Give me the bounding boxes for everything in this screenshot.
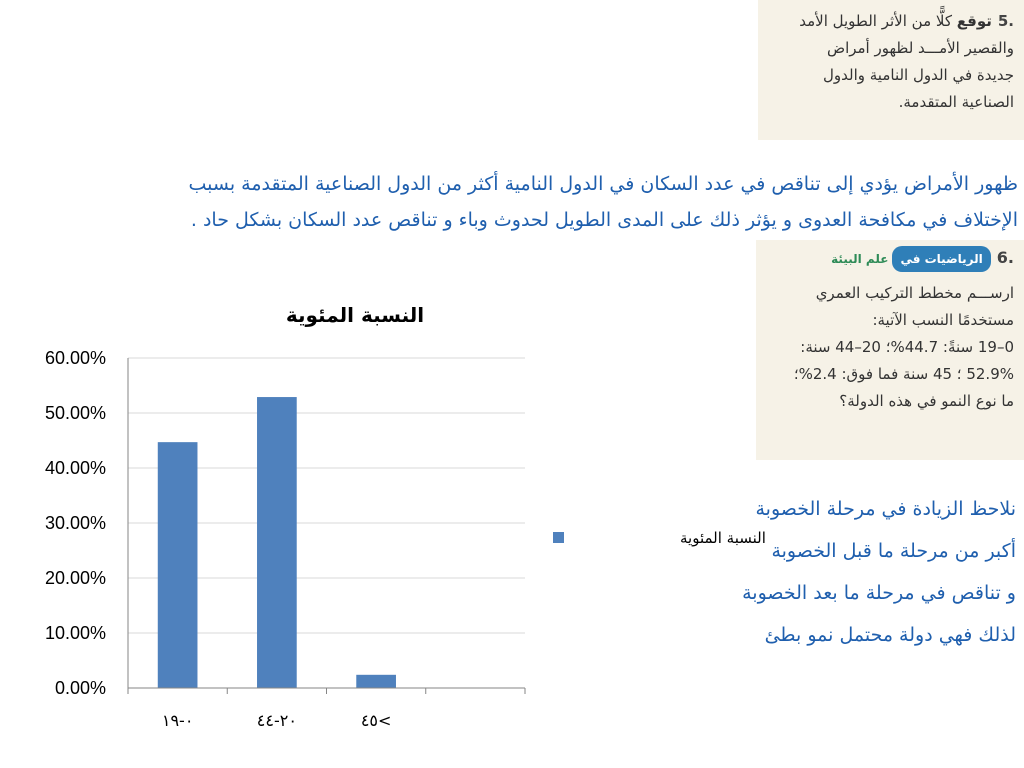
y-tick-label: 50.00% — [44, 403, 106, 423]
answer-6-line: أكبر من مرحلة ما قبل الخصوبة — [771, 540, 1016, 562]
answer-6-line: لذلك فهي دولة محتمل نمو بطئ — [764, 624, 1016, 646]
answer-5-paragraph — [30, 166, 1018, 238]
answer-6-line: و تناقص في مرحلة ما بعد الخصوبة — [742, 582, 1016, 604]
question-6-line: 52.9% ؛ 45 سنة فما فوق: 2.4%؛ — [793, 365, 1014, 383]
chart-title: النسبة المئوية — [285, 303, 425, 327]
chart-labels — [45, 348, 391, 730]
question-5-text: كلًّا من الأثر الطويل الأمد — [799, 12, 957, 30]
question-5-line — [758, 8, 1014, 35]
y-tick-label: 40.00% — [44, 458, 106, 478]
answer-5-line: الإختلاف في مكافحة العدوى و يؤثر ذلك على المدى الطويل لحدوث وباء و تناقص عدد السكان بشكل حاد . — [190, 209, 1018, 231]
y-tick-label: 20.00% — [44, 568, 106, 588]
bar — [257, 397, 297, 688]
legend-swatch — [553, 532, 564, 543]
y-tick-label: 60.00% — [44, 348, 106, 368]
x-category-label: ٤٥< — [360, 711, 392, 730]
x-category-label: ٠-١٩ — [161, 711, 194, 730]
bar — [356, 675, 396, 688]
question-5-line: الصناعية المتقدمة. — [898, 93, 1014, 111]
question-6-line: ارســـم مخطط التركيب العمري — [815, 284, 1014, 302]
question-6-line: 0–19 سنةً: 44.7%؛ 20–44 سنة: — [800, 338, 1014, 356]
question-6-line: مستخدمًا النسب الآتية: — [872, 311, 1014, 329]
math-in-badge: الرياضيات في — [892, 246, 990, 272]
answer-5-line: ظهور الأمراض يؤدي إلى تناقص في عدد السكان في الدول النامية أكثر من الدول الصناعية المتقدمة بسبب — [188, 173, 1018, 195]
answer-6-notes — [660, 488, 1016, 656]
legend-label: النسبة المئوية — [680, 529, 766, 547]
question-5-line: جديدة في الدول النامية والدول — [823, 66, 1014, 84]
question-6-header — [756, 246, 1014, 272]
chart-bars — [158, 397, 396, 688]
question-5-box — [758, 0, 1024, 140]
answer-6-line: نلاحظ الزيادة في مرحلة الخصوبة — [755, 498, 1016, 520]
question-6-number: 6. — [996, 248, 1014, 267]
chart-legend — [553, 529, 766, 547]
y-tick-label: 30.00% — [44, 513, 106, 533]
bar — [158, 442, 198, 688]
question-6-line: ما نوع النمو في هذه الدولة؟ — [839, 392, 1014, 410]
age-structure-chart — [0, 290, 766, 750]
question-5-line: والقصير الأمـــد لظهور أمراض — [826, 39, 1014, 57]
y-tick-label: 0.00% — [54, 678, 106, 698]
question-5-number: 5. — [997, 12, 1014, 30]
question-5-keyword: توقع — [956, 12, 992, 30]
x-category-label: ٢٠-٤٤ — [256, 711, 297, 730]
ecology-label: علم البيئة — [831, 252, 889, 266]
question-6-box — [756, 240, 1024, 460]
y-tick-label: 10.00% — [44, 623, 106, 643]
